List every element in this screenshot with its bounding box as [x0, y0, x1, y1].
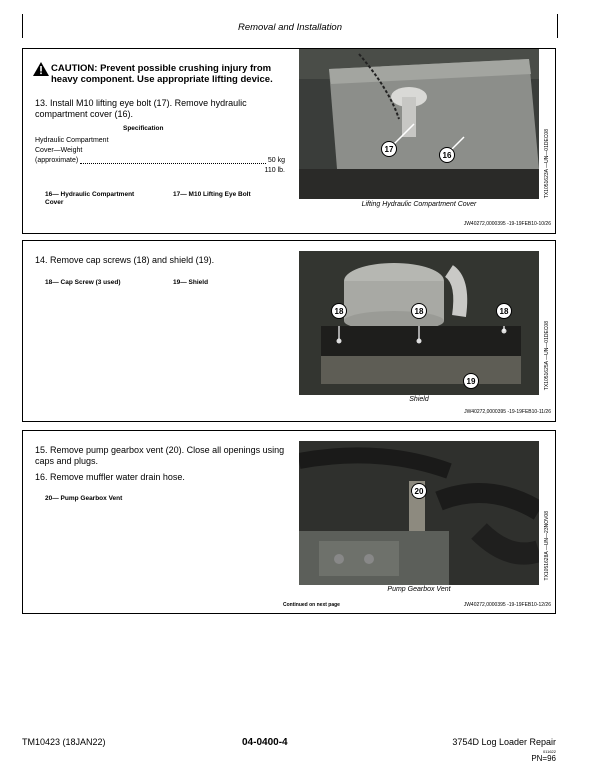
figure-code: TX1051628A —UN—23NOV08 — [544, 511, 550, 581]
spec-leader-dots — [80, 163, 266, 164]
spec-heading: Specification — [123, 125, 164, 132]
step-14-text: 14. Remove cap screws (18) and shield (19). — [35, 255, 215, 265]
page-header — [22, 14, 558, 38]
spec-row — [35, 156, 285, 166]
section-step-14 — [22, 240, 556, 422]
spec-table — [35, 136, 285, 176]
photo-caption: Shield — [409, 396, 429, 403]
step-13-text: 13. Install M10 lifting eye bolt (17). Remove hydraulic compartment cover (16). — [35, 98, 247, 119]
photo-shield — [299, 251, 539, 395]
callout-18-right: 18 — [496, 303, 512, 319]
spec-line-3: (approximate) — [35, 157, 79, 164]
photo-shield-illustration — [299, 251, 539, 395]
photo-caption: Lifting Hydraulic Compartment Cover — [361, 201, 477, 208]
legend-17: 17— M10 Lifting Eye Bolt — [173, 191, 251, 198]
spec-value-kg: 50 kg — [267, 157, 285, 164]
footer-manual-id: TM10423 (18JAN22) — [22, 737, 106, 747]
callout-18-left: 18 — [331, 303, 347, 319]
footer-title: 3754D Log Loader Repair — [452, 737, 556, 747]
warning-triangle-icon — [33, 62, 49, 76]
spec-line-1: Hydraulic Compartment — [35, 137, 109, 144]
figure-code: TX1051625A —UN—01DEC08 — [544, 321, 550, 391]
footer-pn: PN=96 — [531, 754, 556, 763]
section-steps-15-16 — [22, 430, 556, 614]
legend-19: 19— Shield — [173, 279, 209, 286]
legend-20: 20— Pump Gearbox Vent — [45, 495, 123, 502]
spec-line-2: Cover—Weight — [35, 147, 83, 154]
spec-value-lb: 110 lb. — [264, 167, 285, 174]
header-title: Removal and Installation — [237, 22, 343, 33]
step-15-text: 15. Remove pump gearbox vent (20). Close all openings using caps and plugs. — [35, 445, 285, 466]
footer-date-code: 011622 — [542, 749, 556, 754]
callout-19: 19 — [463, 373, 479, 389]
callout-18-center: 18 — [411, 303, 427, 319]
legend-16: 16— Hydraulic Compartment Cover — [45, 191, 135, 206]
legend-18: 18— Cap Screw (3 used) — [45, 279, 121, 286]
photo-lifting-cover — [299, 49, 539, 199]
photo-pump-gearbox-vent — [299, 441, 539, 585]
photo-lifting-cover-illustration — [299, 49, 539, 199]
reference-code: JW40272,0000395 -19-19FEB10-11/26 — [464, 409, 551, 415]
callout-16: 16 — [439, 147, 455, 163]
callout-17: 17 — [381, 141, 397, 157]
caution-text: CAUTION: Prevent possible crushing injury from heavy component. Use appropriate lifting device. — [51, 63, 273, 85]
figure-code: TX1051623A —UN—01DEC08 — [544, 129, 550, 199]
reference-code: JW40272,0000395 -19-19FEB10-10/26 — [463, 221, 551, 227]
photo-pump-gearbox-vent-illustration — [299, 441, 539, 585]
footer-page-number: 04-0400-4 — [242, 737, 288, 748]
step-16-text: 16. Remove muffler water drain hose. — [35, 472, 185, 482]
reference-code: JW40272,0000395 -19-19FEB10-12/26 — [463, 602, 551, 608]
callout-20: 20 — [411, 483, 427, 499]
photo-caption: Pump Gearbox Vent — [387, 586, 451, 593]
continued-note: Continued on next page — [283, 602, 340, 608]
section-step-13 — [22, 48, 556, 234]
